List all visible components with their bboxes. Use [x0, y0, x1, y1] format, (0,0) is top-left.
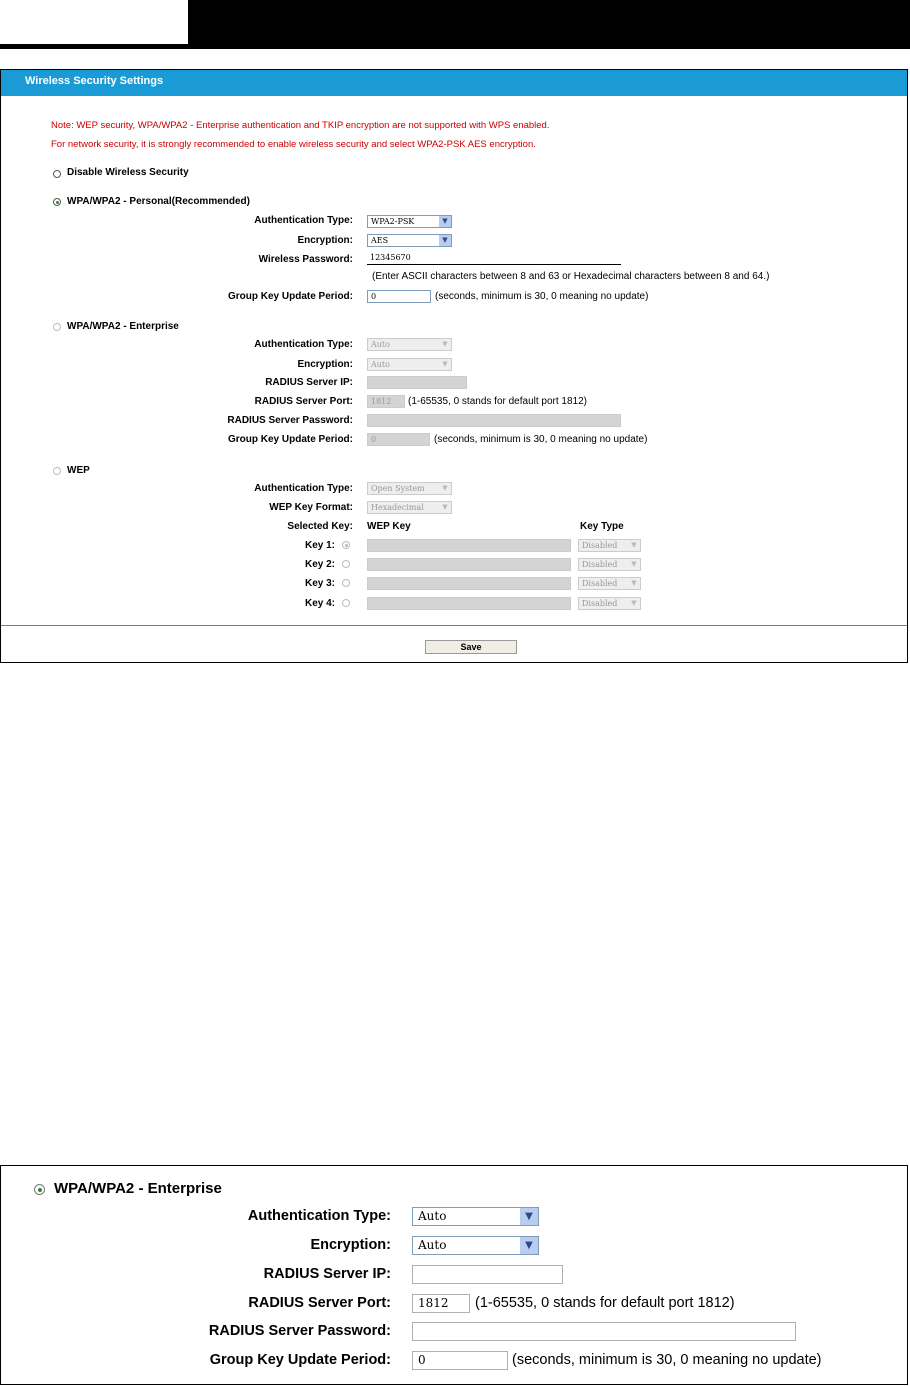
personal-enc-select[interactable] — [367, 234, 452, 247]
wep-label: WEP — [67, 465, 90, 476]
enterprise-auth-label: Authentication Type: — [254, 339, 353, 350]
enterprise-gk-input[interactable]: 0 — [367, 433, 430, 446]
zoom-auth-select[interactable] — [412, 1207, 539, 1226]
personal-auth-label: Authentication Type: — [254, 215, 353, 226]
key-1-type-select[interactable] — [578, 539, 641, 552]
chevron-down-icon: ▼ — [439, 235, 451, 246]
wep-auth-select[interactable] — [367, 482, 452, 495]
zoom-radius-ip-input[interactable] — [412, 1265, 563, 1284]
key-2-radio[interactable] — [342, 560, 350, 568]
key-2-input[interactable] — [367, 558, 571, 571]
header-rule — [0, 47, 910, 49]
chevron-down-icon: ▼ — [628, 578, 640, 589]
radius-pw-input[interactable] — [367, 414, 621, 427]
zoom-auth-value: Auto — [418, 1209, 447, 1223]
radius-port-input[interactable]: 1812 — [367, 395, 405, 408]
key-2-type-select[interactable] — [578, 558, 641, 571]
personal-label: WPA/WPA2 - Personal(Recommended) — [67, 196, 250, 207]
wep-auth-label: Authentication Type: — [254, 483, 353, 494]
footer-divider — [1, 625, 907, 626]
wep-key-column-header: WEP Key — [367, 521, 411, 532]
zoom-gk-input[interactable]: 0 — [412, 1351, 508, 1370]
key-1-radio[interactable] — [342, 541, 350, 549]
zoom-enc-select[interactable] — [412, 1236, 539, 1255]
chevron-down-icon: ▼ — [628, 559, 640, 570]
enterprise-zoom-panel — [0, 1165, 908, 1385]
key-1-type-value: Disabled — [582, 541, 618, 550]
zoom-radius-port-label: RADIUS Server Port: — [248, 1295, 391, 1311]
enterprise-enc-label: Encryption: — [297, 359, 353, 370]
zoom-enc-value: Auto — [418, 1238, 447, 1252]
wep-format-select[interactable] — [367, 501, 452, 514]
zoom-gk-label: Group Key Update Period: — [209, 1352, 391, 1368]
enterprise-radio[interactable] — [53, 323, 61, 331]
wireless-security-panel — [0, 69, 908, 663]
personal-pw-label: Wireless Password: — [258, 254, 353, 265]
enterprise-gk-hint: (seconds, minimum is 30, 0 meaning no update) — [434, 434, 648, 445]
selected-key-label: Selected Key: — [287, 521, 353, 532]
personal-gk-label: Group Key Update Period: — [227, 291, 353, 302]
key-3-radio[interactable] — [342, 579, 350, 587]
key-4-input[interactable] — [367, 597, 571, 610]
note-wps: Note: WEP security, WPA/WPA2 - Enterprise authentication and TKIP encryption are not supported with WPS enabled. — [51, 120, 550, 131]
zoom-radius-port-hint: (1-65535, 0 stands for default port 1812) — [475, 1295, 735, 1311]
key-4-label: Key 4: — [304, 598, 335, 609]
note-recommend: For network security, it is strongly recommended to enable wireless security and select WPA2-PSK AES encryption. — [51, 139, 536, 150]
enterprise-gk-label: Group Key Update Period: — [227, 434, 353, 445]
key-3-type-select[interactable] — [578, 577, 641, 590]
chevron-down-icon: ▼ — [439, 359, 451, 370]
personal-enc-value: AES — [371, 236, 389, 245]
title-divider — [1, 94, 907, 96]
chevron-down-icon: ▼ — [439, 339, 451, 350]
disable-security-radio[interactable] — [53, 170, 61, 178]
zoom-radius-pw-label: RADIUS Server Password: — [208, 1323, 391, 1339]
enterprise-label: WPA/WPA2 - Enterprise — [67, 321, 179, 332]
personal-auth-value: WPA2-PSK — [371, 217, 415, 226]
radius-port-hint: (1-65535, 0 stands for default port 1812) — [408, 396, 588, 407]
panel-title-bar — [1, 70, 907, 94]
chevron-down-icon: ▼ — [439, 502, 451, 513]
key-1-label: Key 1: — [304, 540, 335, 551]
radius-pw-label: RADIUS Server Password: — [227, 415, 353, 426]
radius-ip-input[interactable] — [367, 376, 467, 389]
chevron-down-icon: ▼ — [520, 1237, 538, 1254]
radius-port-label: RADIUS Server Port: — [254, 396, 353, 407]
zoom-radius-port-input[interactable]: 1812 — [412, 1294, 470, 1313]
radius-ip-label: RADIUS Server IP: — [265, 377, 353, 388]
key-1-input[interactable] — [367, 539, 571, 552]
wep-auth-value: Open System — [371, 484, 425, 493]
chevron-down-icon: ▼ — [520, 1208, 538, 1225]
key-2-label: Key 2: — [304, 559, 335, 570]
wep-radio[interactable] — [53, 467, 61, 475]
key-2-type-value: Disabled — [582, 560, 618, 569]
chevron-down-icon: ▼ — [628, 598, 640, 609]
disable-security-label: Disable Wireless Security — [67, 167, 189, 178]
zoom-auth-label: Authentication Type: — [247, 1208, 391, 1224]
key-3-type-value: Disabled — [582, 579, 618, 588]
enterprise-auth-value: Auto — [371, 340, 390, 349]
panel-title: Wireless Security Settings — [25, 75, 164, 87]
chevron-down-icon: ▼ — [628, 540, 640, 551]
enterprise-enc-select[interactable] — [367, 358, 452, 371]
zoom-radius-ip-label: RADIUS Server IP: — [263, 1266, 391, 1282]
zoom-enc-label: Encryption: — [310, 1237, 391, 1253]
personal-enc-label: Encryption: — [297, 235, 353, 246]
chevron-down-icon: ▼ — [439, 216, 451, 227]
zoom-radius-pw-input[interactable] — [412, 1322, 796, 1341]
wep-format-value: Hexadecimal — [371, 503, 424, 512]
key-4-type-select[interactable] — [578, 597, 641, 610]
password-hint: (Enter ASCII characters between 8 and 63 or Hexadecimal characters between 8 and 64.) — [372, 271, 770, 282]
key-type-column-header: Key Type — [580, 521, 624, 532]
key-3-label: Key 3: — [304, 578, 335, 589]
personal-gk-hint: (seconds, minimum is 30, 0 meaning no update) — [435, 291, 649, 302]
personal-gk-input[interactable]: 0 — [367, 290, 431, 303]
zoom-gk-hint: (seconds, minimum is 30, 0 meaning no update) — [512, 1352, 822, 1368]
chevron-down-icon: ▼ — [439, 483, 451, 494]
personal-auth-select[interactable] — [367, 215, 452, 228]
key-4-type-value: Disabled — [582, 599, 618, 608]
save-button[interactable]: Save — [425, 640, 517, 654]
wireless-password-input[interactable]: 12345670 — [367, 252, 621, 265]
personal-radio[interactable] — [53, 198, 61, 206]
zoom-enterprise-label: WPA/WPA2 - Enterprise — [54, 1180, 222, 1197]
key-3-input[interactable] — [367, 577, 571, 590]
enterprise-auth-select[interactable] — [367, 338, 452, 351]
wep-format-label: WEP Key Format: — [269, 502, 353, 513]
enterprise-enc-value: Auto — [371, 360, 390, 369]
header-bar — [188, 0, 910, 47]
key-4-radio[interactable] — [342, 599, 350, 607]
zoom-enterprise-radio[interactable] — [34, 1184, 45, 1195]
